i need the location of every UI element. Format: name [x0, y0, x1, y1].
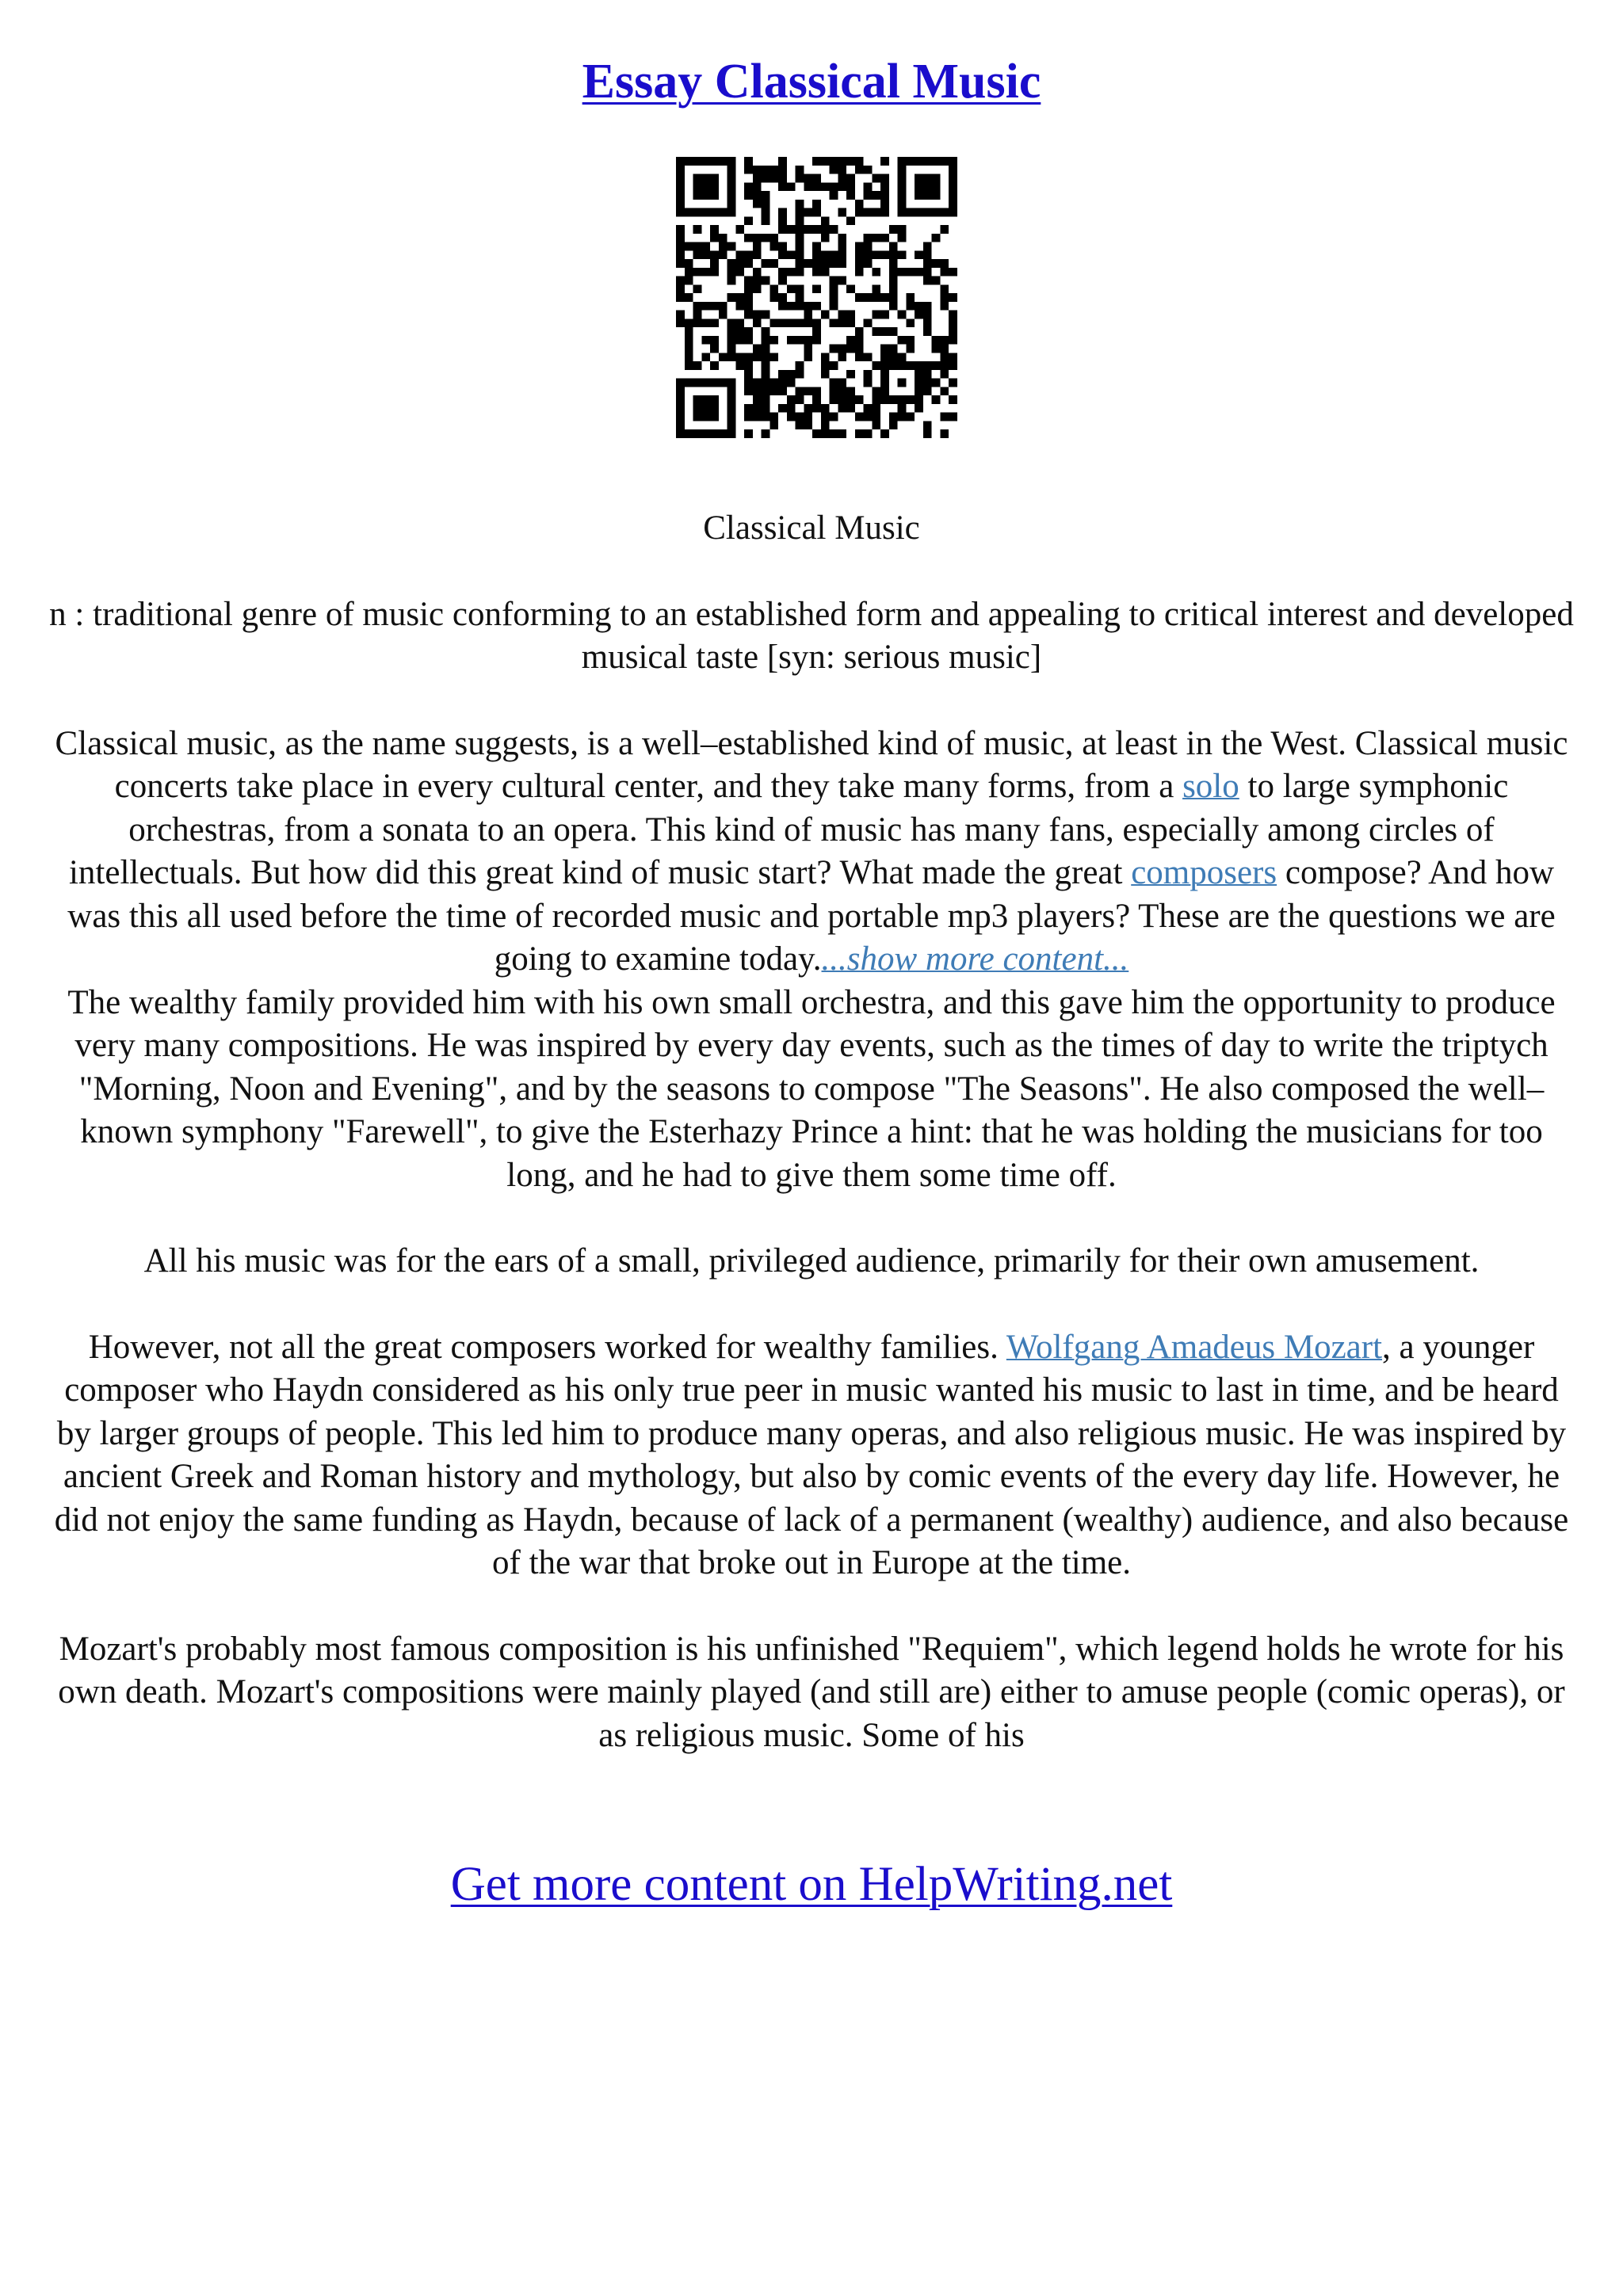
text-run: Classical music, as the name suggests, is a well–established kind of music, at least in the West. Classical music concerts take place in every cultural center, and they take many forms, from a	[55, 724, 1568, 805]
audience-paragraph: All his music was for the ears of a small, privileged audience, primarily for their own amusement.	[143, 1242, 1480, 1280]
mozart-paragraph	[48, 1326, 1575, 1585]
show-more-link[interactable]: ...show more content...	[821, 940, 1129, 978]
text-run: , a younger composer who Haydn considered as his only true peer in music wanted his music to last in time, and be heard by larger groups of people. This led him to produce many operas, and also religious music. He was inspired by ancient Greek and Roman history and mythology, but also by comic events of the every day life. However, he did not enjoy the same funding as Haydn, because of lack of a permanent (wealthy) audience, and also because of the war that broke out in Europe at the time.	[54, 1328, 1569, 1581]
mozart-link[interactable]: Wolfgang Amadeus Mozart	[1006, 1328, 1383, 1366]
text-run: The wealthy family provided him with his own small orchestra, and this gave him the opportunity to produce very many compositions. He was inspired by every day events, such as the times of day to write the triptych "Morning, Noon and Evening", and by the seasons to compose "The Seasons". He also composed the well–known symphony "Farewell", to give the Esterhazy Prince a hint: that he was holding the musicians for too long, and he had to give them some time off.	[67, 983, 1556, 1194]
footer	[0, 1860, 1623, 1909]
composers-link[interactable]: composers	[1131, 854, 1277, 891]
solo-link[interactable]: solo	[1182, 768, 1239, 805]
section-heading: Classical Music	[703, 509, 920, 547]
text-run: to large symphonic orchestras, from a sonata to an opera. This kind of music has many fans, especially among circles of intellectuals. But how did this great kind of music start? What made the great	[68, 768, 1509, 891]
page-title	[0, 55, 1623, 109]
qr-code-icon	[676, 157, 957, 438]
text-run: However, not all the great composers worked for wealthy families.	[88, 1328, 1006, 1366]
text-run: compose? And how was this all used before the time of recorded music and portable mp3 players? These are the questions we are going to examine today.	[67, 854, 1556, 978]
title-link[interactable]: Essay Classical Music	[582, 55, 1041, 109]
article-body	[48, 507, 1575, 1800]
more-content-link[interactable]: Get more content on HelpWriting.net	[450, 1858, 1173, 1911]
definition-paragraph: n : traditional genre of music conforming to an established form and appealing to critical interest and developed musical taste [syn: serious music]	[49, 595, 1574, 676]
intro-paragraph	[48, 723, 1575, 1198]
requiem-paragraph: Mozart's probably most famous composition is his unfinished "Requiem", which legend holds he wrote for his own death. Mozart's compositions were mainly played (and still are) either to amuse people (comic operas), or as religious music. Some of his	[58, 1630, 1565, 1754]
